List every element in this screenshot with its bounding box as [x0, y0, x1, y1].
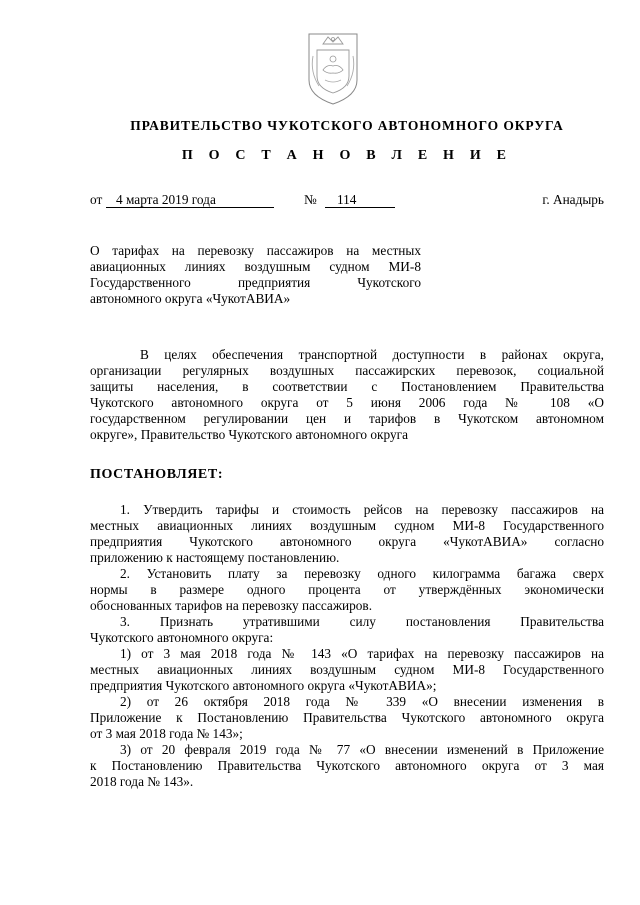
subject-line: Государственного предприятия Чукотского	[90, 275, 421, 290]
preamble-line: защиты населения, в соответствии с Постановлением Правительства	[90, 379, 604, 394]
point-line: 1) от 3 мая 2018 года № 143 «О тарифах на перевозку пассажиров на	[120, 646, 604, 661]
point-line: 2018 года № 143».	[90, 774, 194, 789]
subject-line: авиационных линиях воздушным судном МИ-8	[90, 259, 421, 274]
resolves-heading: ПОСТАНОВЛЯЕТ:	[90, 467, 224, 482]
document-subject	[90, 243, 421, 307]
point-line: 2) от 26 октября 2018 года № 339 «О внесении изменения в	[120, 694, 604, 709]
subject-line: автономного округа «ЧукотАВИА»	[90, 291, 291, 306]
subject-line: О тарифах на перевозку пассажиров на местных	[90, 243, 421, 258]
point-line: нормы в размере одного процента от утверждённых экономически	[90, 582, 604, 597]
point-line: 2. Установить плату за перевозку одного килограмма багажа сверх	[120, 566, 604, 581]
point-line: 3) от 20 февраля 2019 года № 77 «О внесении изменений в Приложение	[120, 742, 604, 757]
preamble-line: округе», Правительство Чукотского автономного округа	[90, 427, 408, 442]
point-line: местных авиационных линиях воздушным судном МИ-8 Государственного	[90, 662, 604, 677]
resolution-points	[90, 502, 604, 790]
point-line: обоснованных тарифов на перевозку пассажиров.	[90, 598, 373, 613]
point-line: приложению к настоящему постановлению.	[90, 550, 340, 565]
coat-of-arms-emblem	[303, 26, 363, 106]
document-date: 4 марта 2019 года	[106, 192, 274, 208]
point-line: 3. Признать утратившими силу постановления Правительства	[120, 614, 604, 629]
point-line: предприятия Чукотского автономного округа «ЧукотАВИА»;	[90, 678, 437, 693]
point-line: от 3 мая 2018 года № 143»;	[90, 726, 243, 741]
preamble-line: В целях обеспечения транспортной доступности в районах округа,	[140, 347, 604, 362]
document-number: 114	[325, 192, 395, 208]
document-type-title: П О С Т А Н О В Л Е Н И Е	[181, 148, 513, 163]
preamble-line: государственном регулировании цен и тарифов в Чукотском автономном	[90, 411, 604, 426]
point-line: Приложение к Постановлению Правительства Чукотского автономного округа	[90, 710, 604, 725]
preamble-line: организации регулярных воздушных пассажирских перевозок, социальной	[90, 363, 604, 378]
point-line: к Постановлению Правительства Чукотского автономного округа от 3 мая	[90, 758, 604, 773]
date-number-line	[90, 192, 604, 210]
organization-title: ПРАВИТЕЛЬСТВО ЧУКОТСКОГО АВТОНОМНОГО ОКРУГА	[130, 118, 564, 133]
city-name: г. Анадырь	[542, 192, 604, 207]
preamble-paragraph	[90, 347, 604, 443]
point-line: предприятия Чукотского автономного округа «ЧукотАВИА» согласно	[90, 534, 604, 549]
preamble-line: Чукотского автономного округа от 5 июня 2006 года № 108 «О	[90, 395, 604, 410]
date-from-label: от	[90, 192, 103, 207]
point-line: 1. Утвердить тарифы и стоимость рейсов на перевозку пассажиров на	[120, 502, 604, 517]
point-line: местных авиационных линиях воздушным судном МИ-8 Государственного	[90, 518, 604, 533]
number-sign: №	[304, 192, 317, 207]
point-line: Чукотского автономного округа:	[90, 630, 274, 645]
